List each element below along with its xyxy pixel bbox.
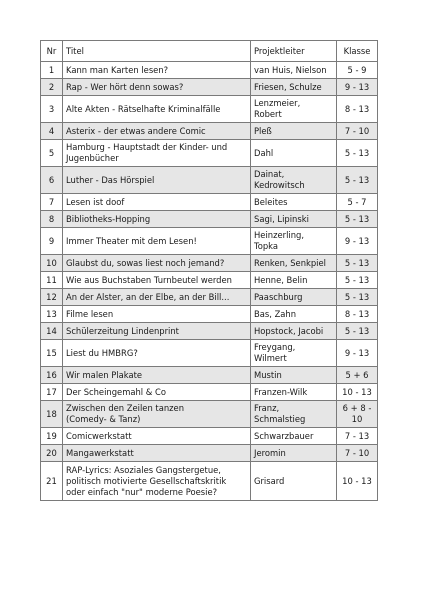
cell-nr: 12 <box>41 289 63 306</box>
cell-titel: An der Alster, an der Elbe, an der Bill... <box>66 291 230 302</box>
cell-nr: 18 <box>41 401 63 428</box>
cell-klasse: 5 - 13 <box>344 174 370 185</box>
cell-klasse: 8 - 13 <box>344 308 370 319</box>
table-row <box>41 367 378 384</box>
cell-nr: 7 <box>41 194 63 211</box>
cell-nr: 20 <box>41 445 63 462</box>
cell-titel: Immer Theater mit dem Lesen! <box>66 235 197 246</box>
table-header-row <box>41 41 378 62</box>
header-projektleiter: Projektleiter <box>251 41 337 62</box>
table-row <box>41 340 378 367</box>
table-row <box>41 306 378 323</box>
table-row <box>41 462 378 501</box>
cell-titel: Luther - Das Hörspiel <box>66 174 155 185</box>
cell-nr: 13 <box>41 306 63 323</box>
cell-projektleiter: Hopstock, Jacobi <box>254 325 324 336</box>
table-row <box>41 79 378 96</box>
table-row <box>41 140 378 167</box>
cell-nr: 15 <box>41 340 63 367</box>
table-row <box>41 272 378 289</box>
cell-projektleiter: Franz, Schmalstieg <box>254 403 306 424</box>
header-titel: Titel <box>63 41 251 62</box>
table-row <box>41 445 378 462</box>
cell-titel: Bibliotheks-Hopping <box>66 213 151 224</box>
header-klasse: Klasse <box>337 41 378 62</box>
cell-projektleiter: Grisard <box>254 475 285 486</box>
cell-titel: Comicwerkstatt <box>66 430 132 441</box>
cell-klasse: 10 - 13 <box>342 386 372 397</box>
cell-projektleiter: Mustin <box>254 369 282 380</box>
cell-nr: 1 <box>41 62 63 79</box>
cell-klasse: 5 - 13 <box>344 147 370 158</box>
table-row <box>41 255 378 272</box>
project-table <box>40 40 378 501</box>
table-row <box>41 96 378 123</box>
cell-projektleiter: Dahl <box>254 147 274 158</box>
cell-titel: Hamburg - Hauptstadt der Kinder- und Jugenbücher <box>66 142 228 163</box>
cell-projektleiter: Lenzmeier, Robert <box>254 98 301 119</box>
cell-projektleiter: Jeromin <box>254 447 286 458</box>
cell-titel: Wie aus Buchstaben Turnbeutel werden <box>66 274 232 285</box>
cell-klasse: 5 - 13 <box>344 257 370 268</box>
cell-titel: Glaubst du, sowas liest noch jemand? <box>66 257 225 268</box>
table-row <box>41 167 378 194</box>
cell-klasse: 5 - 9 <box>347 64 367 75</box>
cell-projektleiter: Dainat, Kedrowitsch <box>254 169 305 190</box>
cell-klasse: 9 - 13 <box>344 235 370 246</box>
table-row <box>41 123 378 140</box>
cell-titel: Wir malen Plakate <box>66 369 143 380</box>
cell-klasse: 10 - 13 <box>342 475 372 486</box>
cell-nr: 11 <box>41 272 63 289</box>
table-row <box>41 428 378 445</box>
cell-projektleiter: Franzen-Wilk <box>254 386 308 397</box>
cell-nr: 6 <box>41 167 63 194</box>
cell-projektleiter: Friesen, Schulze <box>254 81 322 92</box>
cell-klasse: 7 - 10 <box>344 125 370 136</box>
cell-titel: Kann man Karten lesen? <box>66 64 169 75</box>
cell-klasse: 5 - 13 <box>344 213 370 224</box>
cell-klasse: 7 - 10 <box>344 447 370 458</box>
table-row <box>41 211 378 228</box>
cell-titel: Liest du HMBRG? <box>66 347 138 358</box>
cell-nr: 2 <box>41 79 63 96</box>
cell-titel: Lesen ist doof <box>66 196 125 207</box>
cell-nr: 5 <box>41 140 63 167</box>
cell-projektleiter: Sagi, Lipinski <box>254 213 309 224</box>
cell-klasse: 5 - 13 <box>344 274 370 285</box>
cell-titel: Asterix - der etwas andere Comic <box>66 125 206 136</box>
cell-nr: 16 <box>41 367 63 384</box>
cell-klasse: 5 - 7 <box>347 196 367 207</box>
cell-nr: 14 <box>41 323 63 340</box>
cell-titel: RAP-Lyrics: Asoziales Gangstergetue, politisch motivierte Gesellschaftskritik oder einfach "nur" moderne Poesie? <box>66 464 227 497</box>
cell-nr: 9 <box>41 228 63 255</box>
cell-klasse: 7 - 13 <box>344 430 370 441</box>
cell-klasse: 9 - 13 <box>344 81 370 92</box>
cell-projektleiter: Beleites <box>254 196 288 207</box>
cell-nr: 19 <box>41 428 63 445</box>
table-row <box>41 384 378 401</box>
cell-titel: Rap - Wer hört denn sowas? <box>66 81 184 92</box>
cell-klasse: 5 - 13 <box>344 325 370 336</box>
cell-klasse: 5 + 6 <box>345 369 369 380</box>
cell-klasse: 5 - 13 <box>344 291 370 302</box>
table-row <box>41 289 378 306</box>
cell-nr: 4 <box>41 123 63 140</box>
table-row <box>41 228 378 255</box>
cell-projektleiter: van Huis, Nielson <box>254 64 327 75</box>
header-nr: Nr <box>41 41 63 62</box>
cell-titel: Zwischen den Zeilen tanzen (Comedy- & Tanz) <box>66 403 184 424</box>
cell-titel: Alte Akten - Rätselhafte Kriminalfälle <box>66 103 221 114</box>
cell-nr: 21 <box>41 462 63 501</box>
table-row <box>41 62 378 79</box>
cell-projektleiter: Paaschburg <box>254 291 303 302</box>
cell-projektleiter: Bas, Zahn <box>254 308 297 319</box>
cell-klasse: 6 + 8 - 10 <box>342 403 372 424</box>
cell-nr: 17 <box>41 384 63 401</box>
cell-titel: Mangawerkstatt <box>66 447 134 458</box>
cell-projektleiter: Schwarzbauer <box>254 430 314 441</box>
cell-projektleiter: Freygang, Wilmert <box>254 342 296 363</box>
cell-titel: Filme lesen <box>66 308 114 319</box>
cell-klasse: 9 - 13 <box>344 347 370 358</box>
table-row <box>41 194 378 211</box>
cell-projektleiter: Pleß <box>254 125 272 136</box>
cell-nr: 8 <box>41 211 63 228</box>
cell-projektleiter: Henne, Belin <box>254 274 308 285</box>
cell-projektleiter: Renken, Senkpiel <box>254 257 326 268</box>
cell-titel: Der Scheingemahl & Co <box>66 386 166 397</box>
table-row <box>41 323 378 340</box>
cell-titel: Schülerzeitung Lindenprint <box>66 325 179 336</box>
cell-projektleiter: Heinzerling, Topka <box>254 230 305 251</box>
cell-klasse: 8 - 13 <box>344 103 370 114</box>
cell-nr: 10 <box>41 255 63 272</box>
cell-nr: 3 <box>41 96 63 123</box>
table-row <box>41 401 378 428</box>
